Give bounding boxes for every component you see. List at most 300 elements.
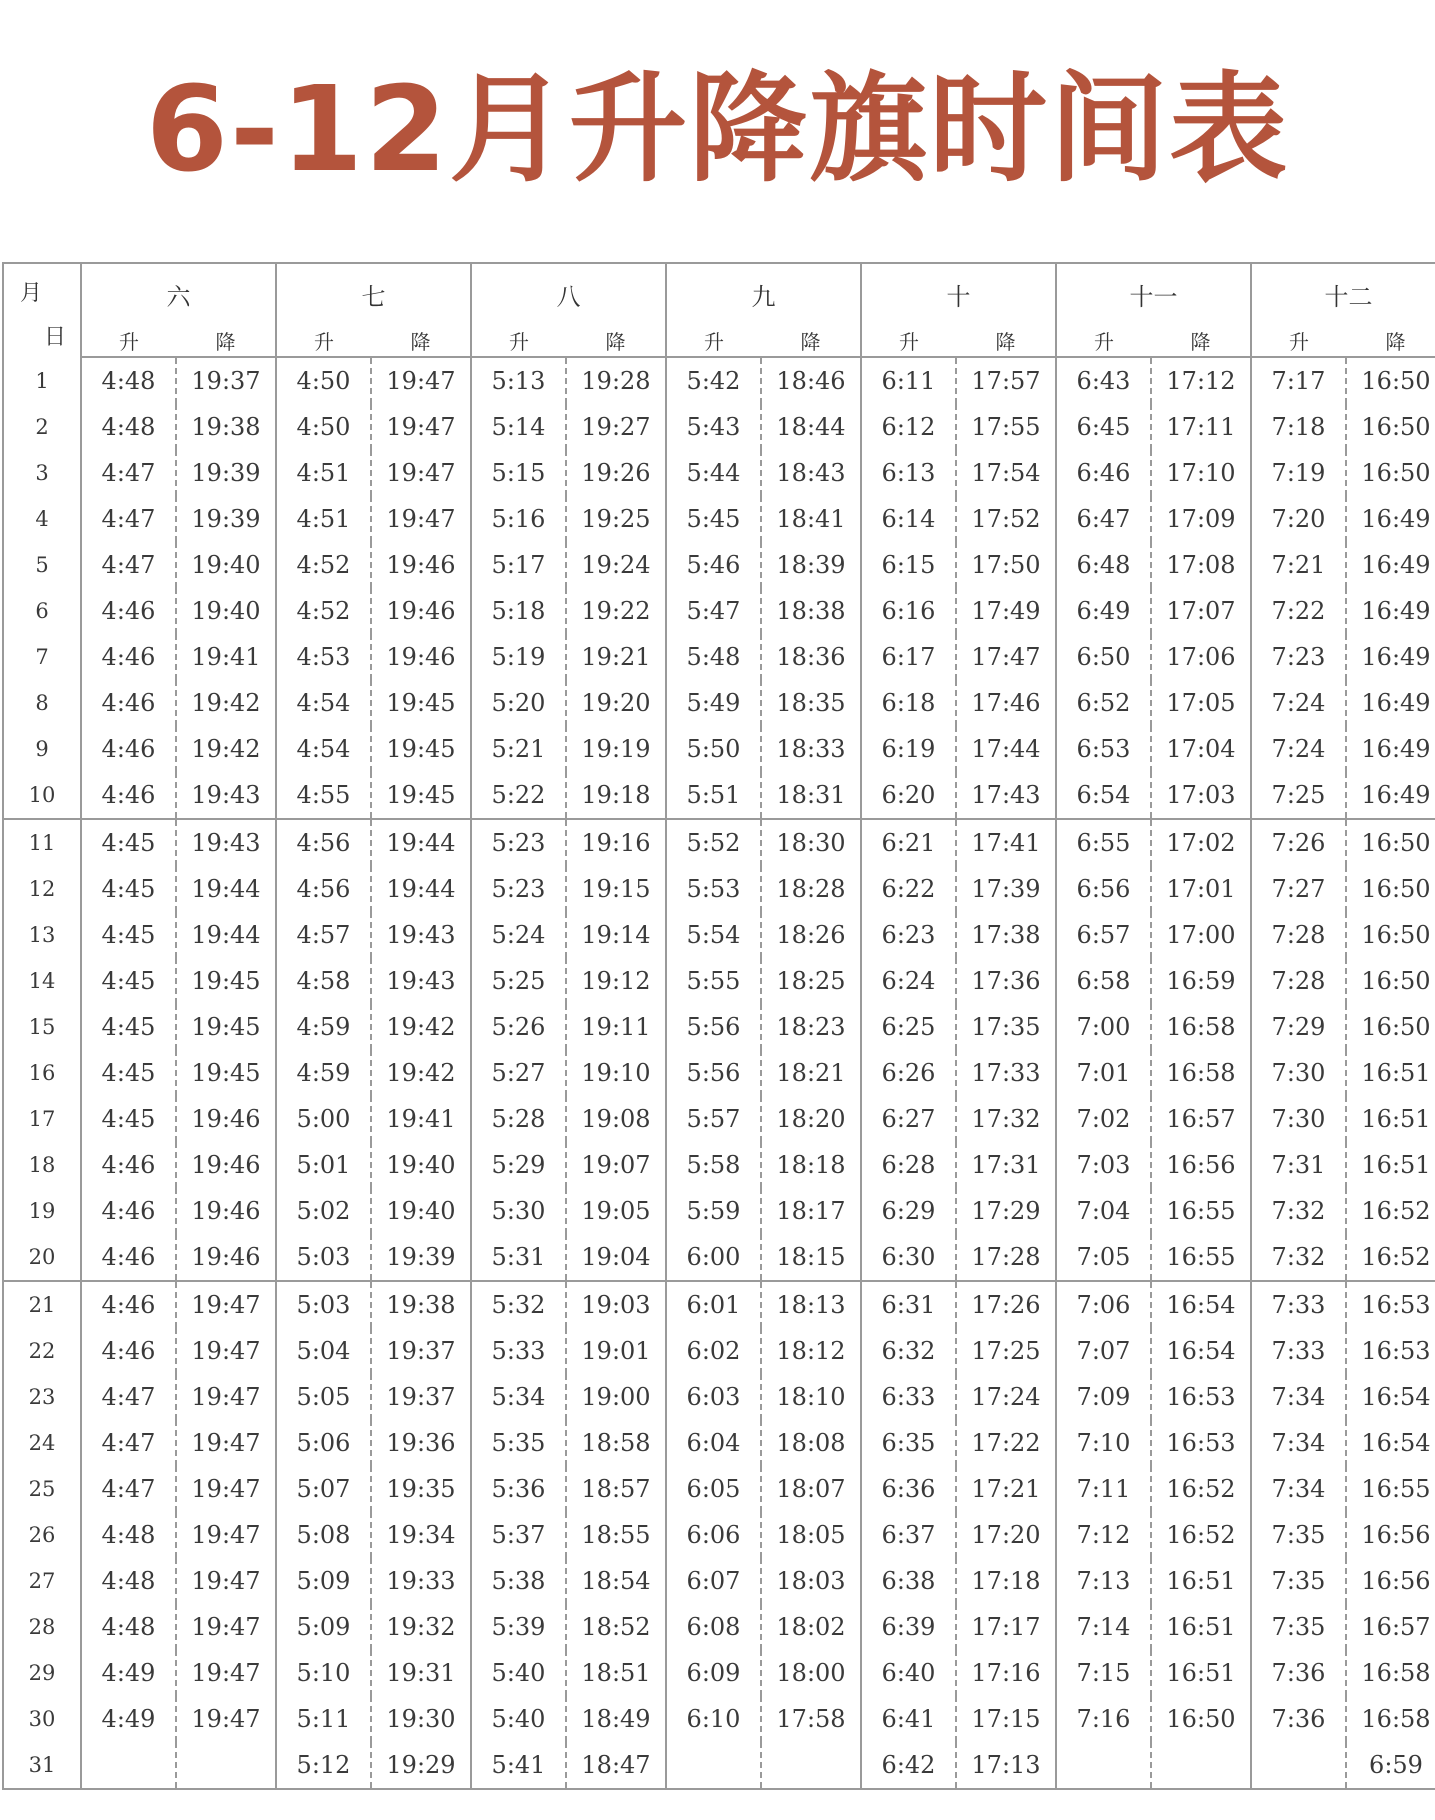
rise-time-cell: 6:11 [861, 357, 956, 404]
rise-time-cell: 5:29 [471, 1142, 566, 1188]
rise-time-cell: 7:09 [1056, 1374, 1151, 1420]
lower-time-cell: 19:33 [371, 1558, 471, 1604]
lower-time-cell: 17:12 [1151, 357, 1251, 404]
lower-time-cell: 16:50 [1346, 819, 1435, 866]
rise-header: 升 [81, 324, 176, 357]
lower-header: 降 [1151, 324, 1251, 357]
rise-time-cell: 7:32 [1251, 1188, 1346, 1234]
lower-time-cell: 16:50 [1346, 1004, 1435, 1050]
lower-time-cell: 18:07 [761, 1466, 861, 1512]
lower-time-cell: 19:28 [566, 357, 666, 404]
rise-time-cell: 5:32 [471, 1281, 566, 1328]
lower-time-cell: 16:58 [1151, 1004, 1251, 1050]
lower-time-cell: 17:03 [1151, 772, 1251, 819]
lower-time-cell: 17:00 [1151, 912, 1251, 958]
rise-time-cell: 6:10 [666, 1696, 761, 1742]
lower-time-cell: 19:30 [371, 1696, 471, 1742]
rise-time-cell: 4:45 [81, 1004, 176, 1050]
table-row [3, 1466, 1435, 1512]
lower-time-cell: 17:13 [956, 1742, 1056, 1789]
lower-time-cell: 19:42 [176, 726, 276, 772]
day-number: 18 [3, 1142, 81, 1188]
rise-time-cell: 4:47 [81, 496, 176, 542]
lower-time-cell: 18:46 [761, 357, 861, 404]
rise-time-cell: 4:53 [276, 634, 371, 680]
rise-time-cell: 7:30 [1251, 1096, 1346, 1142]
lower-header: 降 [371, 324, 471, 357]
table-row [3, 1374, 1435, 1420]
rise-time-cell: 6:57 [1056, 912, 1151, 958]
rise-time-cell: 6:48 [1056, 542, 1151, 588]
rise-time-cell: 7:17 [1251, 357, 1346, 404]
lower-time-cell: 19:35 [371, 1466, 471, 1512]
lower-time-cell: 19:47 [176, 1696, 276, 1742]
table-row [3, 958, 1435, 1004]
lower-time-cell: 19:37 [176, 357, 276, 404]
lower-time-cell: 19:40 [176, 542, 276, 588]
rise-time-cell: 7:34 [1251, 1466, 1346, 1512]
lower-time-cell: 19:45 [176, 958, 276, 1004]
lower-time-cell: 18:18 [761, 1142, 861, 1188]
rise-time-cell: 6:12 [861, 404, 956, 450]
rise-time-cell: 5:45 [666, 496, 761, 542]
day-number: 24 [3, 1420, 81, 1466]
rise-time-cell: 7:21 [1251, 542, 1346, 588]
lower-time-cell: 18:58 [566, 1420, 666, 1466]
rise-time-cell: 7:35 [1251, 1512, 1346, 1558]
lower-time-cell: 19:45 [176, 1004, 276, 1050]
lower-time-cell: 16:53 [1346, 1328, 1435, 1374]
day-number: 10 [3, 772, 81, 819]
table-row [3, 1188, 1435, 1234]
rise-time-cell: 4:48 [81, 1512, 176, 1558]
lower-time-cell: 19:25 [566, 496, 666, 542]
month-header: 七 [276, 263, 471, 324]
rise-time-cell: 5:44 [666, 450, 761, 496]
lower-time-cell: 19:15 [566, 866, 666, 912]
rise-header: 升 [276, 324, 371, 357]
lower-time-cell: 16:51 [1346, 1096, 1435, 1142]
table-row [3, 496, 1435, 542]
rise-time-cell: 7:30 [1251, 1050, 1346, 1096]
rise-time-cell: 4:59 [276, 1004, 371, 1050]
rise-time-cell: 5:02 [276, 1188, 371, 1234]
month-header: 十一 [1056, 263, 1251, 324]
lower-time-cell: 19:11 [566, 1004, 666, 1050]
day-number: 15 [3, 1004, 81, 1050]
lower-time-cell: 16:54 [1346, 1374, 1435, 1420]
table-row [3, 912, 1435, 958]
rise-time-cell: 5:20 [471, 680, 566, 726]
lower-time-cell: 17:20 [956, 1512, 1056, 1558]
lower-time-cell: 19:03 [566, 1281, 666, 1328]
rise-time-cell [666, 1742, 761, 1789]
rise-time-cell: 5:13 [471, 357, 566, 404]
lower-time-cell: 18:13 [761, 1281, 861, 1328]
lower-time-cell: 16:50 [1346, 866, 1435, 912]
rise-time-cell: 5:15 [471, 450, 566, 496]
lower-time-cell: 17:07 [1151, 588, 1251, 634]
lower-header: 降 [566, 324, 666, 357]
lower-time-cell: 19:47 [176, 1281, 276, 1328]
rise-time-cell: 6:19 [861, 726, 956, 772]
table-row [3, 866, 1435, 912]
table-row [3, 1604, 1435, 1650]
rise-time-cell: 5:59 [666, 1188, 761, 1234]
table-row [3, 1558, 1435, 1604]
table-row [3, 1696, 1435, 1742]
lower-time-cell: 17:16 [956, 1650, 1056, 1696]
rise-time-cell: 6:08 [666, 1604, 761, 1650]
lower-time-cell: 16:49 [1346, 726, 1435, 772]
rise-time-cell: 5:34 [471, 1374, 566, 1420]
rise-time-cell: 5:12 [276, 1742, 371, 1789]
lower-time-cell: 18:05 [761, 1512, 861, 1558]
lower-header: 降 [1346, 324, 1435, 357]
lower-time-cell: 17:01 [1151, 866, 1251, 912]
page-title: 6-12月升降旗时间表 [145, 60, 1290, 198]
rise-time-cell: 7:28 [1251, 912, 1346, 958]
lower-time-cell: 17:32 [956, 1096, 1056, 1142]
rise-time-cell: 5:27 [471, 1050, 566, 1096]
lower-time-cell: 16:55 [1151, 1234, 1251, 1281]
lower-time-cell: 19:42 [176, 680, 276, 726]
rise-time-cell: 7:26 [1251, 819, 1346, 866]
rise-time-cell: 6:09 [666, 1650, 761, 1696]
lower-time-cell: 19:40 [371, 1188, 471, 1234]
lower-time-cell [176, 1742, 276, 1789]
rise-time-cell: 5:01 [276, 1142, 371, 1188]
rise-time-cell: 5:38 [471, 1558, 566, 1604]
lower-time-cell: 18:52 [566, 1604, 666, 1650]
day-number: 2 [3, 404, 81, 450]
lower-time-cell: 18:00 [761, 1650, 861, 1696]
day-number: 3 [3, 450, 81, 496]
rise-time-cell: 7:20 [1251, 496, 1346, 542]
rise-time-cell: 6:05 [666, 1466, 761, 1512]
rise-time-cell: 4:54 [276, 726, 371, 772]
lower-time-cell: 19:20 [566, 680, 666, 726]
rise-time-cell: 4:45 [81, 912, 176, 958]
lower-time-cell: 19:10 [566, 1050, 666, 1096]
rise-time-cell: 5:36 [471, 1466, 566, 1512]
lower-time-cell: 16:54 [1151, 1281, 1251, 1328]
day-number: 9 [3, 726, 81, 772]
day-number: 5 [3, 542, 81, 588]
lower-time-cell: 18:17 [761, 1188, 861, 1234]
lower-time-cell: 17:52 [956, 496, 1056, 542]
table-row [3, 1142, 1435, 1188]
lower-time-cell: 17:05 [1151, 680, 1251, 726]
lower-time-cell: 17:24 [956, 1374, 1056, 1420]
rise-time-cell: 6:49 [1056, 588, 1151, 634]
rise-time-cell: 4:51 [276, 496, 371, 542]
lower-time-cell: 16:51 [1346, 1050, 1435, 1096]
rise-time-cell: 7:27 [1251, 866, 1346, 912]
rise-time-cell: 7:06 [1056, 1281, 1151, 1328]
lower-header: 降 [956, 324, 1056, 357]
rise-time-cell: 6:33 [861, 1374, 956, 1420]
day-number: 21 [3, 1281, 81, 1328]
rise-time-cell: 6:45 [1056, 404, 1151, 450]
lower-time-cell: 17:26 [956, 1281, 1056, 1328]
rise-time-cell: 6:53 [1056, 726, 1151, 772]
table-row [3, 680, 1435, 726]
rise-time-cell: 4:47 [81, 1466, 176, 1512]
rise-time-cell: 4:49 [81, 1696, 176, 1742]
rise-time-cell: 4:46 [81, 1328, 176, 1374]
day-number: 11 [3, 819, 81, 866]
day-number: 7 [3, 634, 81, 680]
rise-time-cell: 7:14 [1056, 1604, 1151, 1650]
table-row [3, 819, 1435, 866]
lower-time-cell: 19:05 [566, 1188, 666, 1234]
lower-time-cell: 19:47 [176, 1374, 276, 1420]
lower-time-cell: 17:49 [956, 588, 1056, 634]
rise-time-cell: 4:46 [81, 1234, 176, 1281]
rise-time-cell: 4:45 [81, 1050, 176, 1096]
lower-time-cell: 16:53 [1346, 1281, 1435, 1328]
rise-header: 升 [666, 324, 761, 357]
rise-time-cell: 4:55 [276, 772, 371, 819]
lower-header: 降 [761, 324, 861, 357]
lower-time-cell: 16:52 [1346, 1188, 1435, 1234]
lower-time-cell: 19:39 [176, 496, 276, 542]
rise-time-cell: 6:13 [861, 450, 956, 496]
rise-time-cell: 5:17 [471, 542, 566, 588]
lower-time-cell: 18:49 [566, 1696, 666, 1742]
rise-time-cell: 7:24 [1251, 726, 1346, 772]
lower-time-cell: 17:47 [956, 634, 1056, 680]
rise-time-cell: 7:36 [1251, 1650, 1346, 1696]
rise-time-cell: 5:07 [276, 1466, 371, 1512]
rise-time-cell: 7:11 [1056, 1466, 1151, 1512]
rise-time-cell: 6:46 [1056, 450, 1151, 496]
rise-time-cell: 6:21 [861, 819, 956, 866]
rise-time-cell: 4:50 [276, 357, 371, 404]
rise-time-cell: 4:57 [276, 912, 371, 958]
rise-time-cell: 6:31 [861, 1281, 956, 1328]
lower-time-cell: 19:19 [566, 726, 666, 772]
rise-time-cell: 6:17 [861, 634, 956, 680]
rise-time-cell [1056, 1742, 1151, 1789]
flag-time-table [2, 262, 1435, 1790]
lower-time-cell: 19:47 [176, 1650, 276, 1696]
lower-time-cell: 19:22 [566, 588, 666, 634]
day-number: 28 [3, 1604, 81, 1650]
rise-time-cell: 5:10 [276, 1650, 371, 1696]
lower-time-cell: 19:45 [176, 1050, 276, 1096]
rise-time-cell: 4:47 [81, 450, 176, 496]
day-number: 8 [3, 680, 81, 726]
rise-time-cell: 7:35 [1251, 1604, 1346, 1650]
lower-time-cell: 18:12 [761, 1328, 861, 1374]
rise-time-cell: 5:46 [666, 542, 761, 588]
lower-time-cell: 19:14 [566, 912, 666, 958]
lower-time-cell: 18:38 [761, 588, 861, 634]
rise-time-cell: 7:15 [1056, 1650, 1151, 1696]
rise-time-cell: 6:00 [666, 1234, 761, 1281]
rise-time-cell: 5:19 [471, 634, 566, 680]
rise-time-cell: 5:48 [666, 634, 761, 680]
table-row [3, 1742, 1435, 1789]
lower-time-cell: 17:25 [956, 1328, 1056, 1374]
rise-time-cell: 4:46 [81, 634, 176, 680]
lower-time-cell: 16:57 [1151, 1096, 1251, 1142]
rise-time-cell: 6:20 [861, 772, 956, 819]
lower-time-cell: 18:08 [761, 1420, 861, 1466]
rise-time-cell: 7:13 [1056, 1558, 1151, 1604]
lower-time-cell: 19:47 [176, 1328, 276, 1374]
lower-time-cell: 19:37 [371, 1328, 471, 1374]
lower-time-cell: 17:36 [956, 958, 1056, 1004]
lower-time-cell: 19:00 [566, 1374, 666, 1420]
lower-time-cell: 17:29 [956, 1188, 1056, 1234]
rise-header: 升 [1056, 324, 1151, 357]
day-number: 14 [3, 958, 81, 1004]
lower-time-cell: 17:35 [956, 1004, 1056, 1050]
table-row [3, 404, 1435, 450]
lower-time-cell: 19:24 [566, 542, 666, 588]
lower-time-cell: 17:41 [956, 819, 1056, 866]
lower-time-cell: 16:55 [1151, 1188, 1251, 1234]
lower-time-cell: 17:18 [956, 1558, 1056, 1604]
rise-time-cell: 4:45 [81, 819, 176, 866]
rise-time-cell: 6:35 [861, 1420, 956, 1466]
lower-time-cell: 19:44 [176, 866, 276, 912]
lower-time-cell: 17:21 [956, 1466, 1056, 1512]
table-row [3, 634, 1435, 680]
rise-time-cell: 6:25 [861, 1004, 956, 1050]
rise-time-cell: 6:40 [861, 1650, 956, 1696]
rise-time-cell: 5:23 [471, 819, 566, 866]
rise-time-cell: 6:58 [1056, 958, 1151, 1004]
lower-time-cell: 18:15 [761, 1234, 861, 1281]
lower-time-cell: 19:47 [371, 357, 471, 404]
lower-time-cell: 19:46 [176, 1142, 276, 1188]
rise-time-cell: 6:38 [861, 1558, 956, 1604]
rise-time-cell: 4:51 [276, 450, 371, 496]
day-number: 22 [3, 1328, 81, 1374]
rise-time-cell: 5:39 [471, 1604, 566, 1650]
table-row [3, 772, 1435, 819]
rise-time-cell: 6:28 [861, 1142, 956, 1188]
lower-time-cell: 19:47 [176, 1466, 276, 1512]
lower-time-cell: 19:46 [176, 1234, 276, 1281]
lower-time-cell: 19:47 [176, 1420, 276, 1466]
rise-time-cell: 6:42 [861, 1742, 956, 1789]
rise-time-cell: 6:04 [666, 1420, 761, 1466]
rise-time-cell: 4:46 [81, 680, 176, 726]
rise-time-cell: 5:57 [666, 1096, 761, 1142]
rise-time-cell: 5:06 [276, 1420, 371, 1466]
rise-time-cell: 6:54 [1056, 772, 1151, 819]
lower-time-cell: 17:54 [956, 450, 1056, 496]
rise-time-cell: 5:43 [666, 404, 761, 450]
rise-time-cell: 4:49 [81, 1650, 176, 1696]
lower-time-cell: 19:42 [371, 1004, 471, 1050]
lower-time-cell: 18:39 [761, 542, 861, 588]
rise-time-cell: 4:46 [81, 1281, 176, 1328]
lower-time-cell: 17:04 [1151, 726, 1251, 772]
rise-time-cell: 6:02 [666, 1328, 761, 1374]
lower-time-cell: 19:12 [566, 958, 666, 1004]
rise-time-cell: 7:23 [1251, 634, 1346, 680]
lower-time-cell: 17:55 [956, 404, 1056, 450]
lower-time-cell: 18:21 [761, 1050, 861, 1096]
lower-time-cell: 18:31 [761, 772, 861, 819]
lower-time-cell: 16:49 [1346, 588, 1435, 634]
lower-time-cell: 17:46 [956, 680, 1056, 726]
day-number: 16 [3, 1050, 81, 1096]
lower-time-cell: 19:47 [371, 404, 471, 450]
lower-time-cell: 16:50 [1151, 1696, 1251, 1742]
lower-time-cell: 19:04 [566, 1234, 666, 1281]
rise-time-cell: 5:28 [471, 1096, 566, 1142]
rise-time-cell: 7:32 [1251, 1234, 1346, 1281]
rise-time-cell: 6:37 [861, 1512, 956, 1558]
lower-time-cell: 16:51 [1346, 1142, 1435, 1188]
lower-time-cell: 16:49 [1346, 496, 1435, 542]
rise-time-cell: 4:45 [81, 866, 176, 912]
lower-time-cell: 19:47 [176, 1512, 276, 1558]
rise-time-cell: 7:05 [1056, 1234, 1151, 1281]
lower-time-cell: 16:50 [1346, 450, 1435, 496]
lower-time-cell: 16:53 [1151, 1420, 1251, 1466]
rise-time-cell: 5:26 [471, 1004, 566, 1050]
lower-time-cell: 17:02 [1151, 819, 1251, 866]
lower-time-cell: 18:20 [761, 1096, 861, 1142]
lower-time-cell: 18:51 [566, 1650, 666, 1696]
rise-time-cell: 4:48 [81, 404, 176, 450]
rise-time-cell [81, 1742, 176, 1789]
lower-time-cell: 16:50 [1346, 912, 1435, 958]
rise-time-cell: 5:51 [666, 772, 761, 819]
rise-time-cell: 4:46 [81, 1142, 176, 1188]
table-row [3, 1420, 1435, 1466]
lower-time-cell: 18:35 [761, 680, 861, 726]
rise-time-cell: 5:14 [471, 404, 566, 450]
lower-time-cell: 18:36 [761, 634, 861, 680]
lower-time-cell: 18:41 [761, 496, 861, 542]
lower-time-cell: 19:27 [566, 404, 666, 450]
lower-time-cell: 19:46 [176, 1096, 276, 1142]
lower-time-cell: 17:31 [956, 1142, 1056, 1188]
lower-time-cell: 19:37 [371, 1374, 471, 1420]
lower-time-cell: 16:51 [1151, 1558, 1251, 1604]
rise-time-cell: 5:16 [471, 496, 566, 542]
lower-time-cell: 18:03 [761, 1558, 861, 1604]
table-row [3, 1650, 1435, 1696]
lower-time-cell: 16:53 [1151, 1374, 1251, 1420]
day-number: 31 [3, 1742, 81, 1789]
day-number: 20 [3, 1234, 81, 1281]
rise-time-cell: 7:19 [1251, 450, 1346, 496]
lower-time-cell: 17:38 [956, 912, 1056, 958]
rise-header: 升 [471, 324, 566, 357]
month-header: 十 [861, 263, 1056, 324]
lower-time-cell: 19:21 [566, 634, 666, 680]
rise-header: 升 [1251, 324, 1346, 357]
rise-time-cell: 7:33 [1251, 1281, 1346, 1328]
rise-time-cell: 5:47 [666, 588, 761, 634]
rise-time-cell: 4:45 [81, 1096, 176, 1142]
rise-time-cell: 4:47 [81, 542, 176, 588]
lower-time-cell: 19:31 [371, 1650, 471, 1696]
rise-time-cell: 7:03 [1056, 1142, 1151, 1188]
lower-time-cell: 19:43 [371, 958, 471, 1004]
rise-time-cell: 7:33 [1251, 1328, 1346, 1374]
